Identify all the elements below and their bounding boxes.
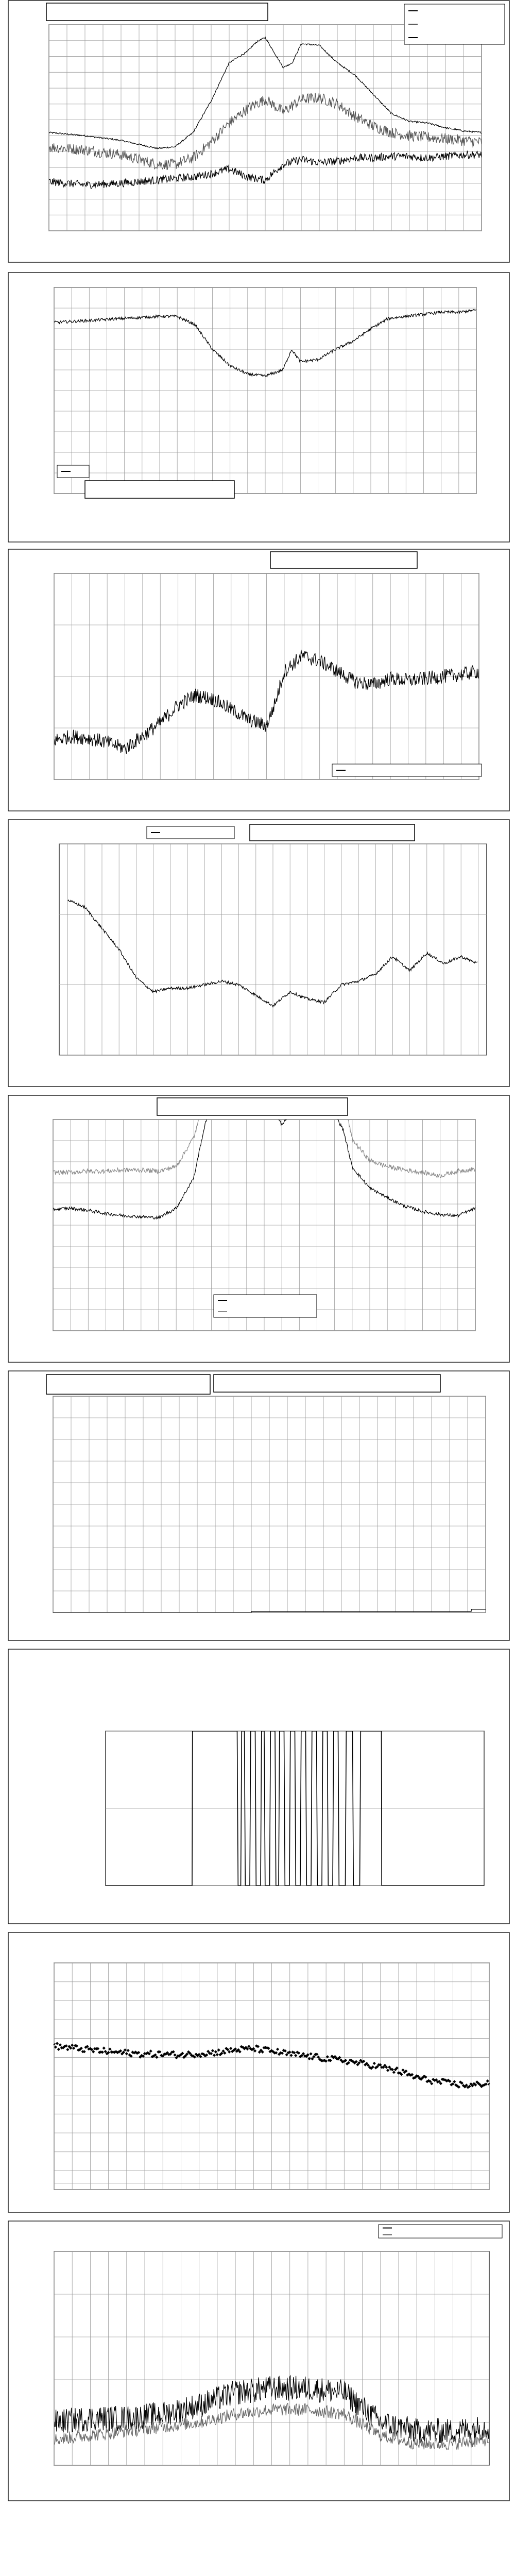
chart-temperature xyxy=(8,0,510,263)
title-box xyxy=(270,552,417,568)
chart-mixing-ratio xyxy=(8,549,510,811)
note-box xyxy=(214,1375,440,1392)
chart-relative-humidity xyxy=(8,272,510,543)
legend-box xyxy=(214,1295,317,1317)
chart-rainfall xyxy=(8,1370,510,1641)
title-box xyxy=(157,1098,348,1115)
title-box xyxy=(46,3,268,21)
title-box xyxy=(250,824,415,841)
legend-box xyxy=(404,4,505,44)
legend-box xyxy=(379,2225,502,2238)
title-box xyxy=(85,481,234,498)
chart-wind-direction xyxy=(8,1932,510,2213)
title-box xyxy=(46,1375,210,1394)
chart-grass-temperature xyxy=(8,1095,510,1363)
chart-sunshine xyxy=(8,1649,510,1924)
chart-pressure xyxy=(8,819,510,1087)
legend-box xyxy=(332,764,482,776)
chart-wind-speed xyxy=(8,2221,510,2501)
